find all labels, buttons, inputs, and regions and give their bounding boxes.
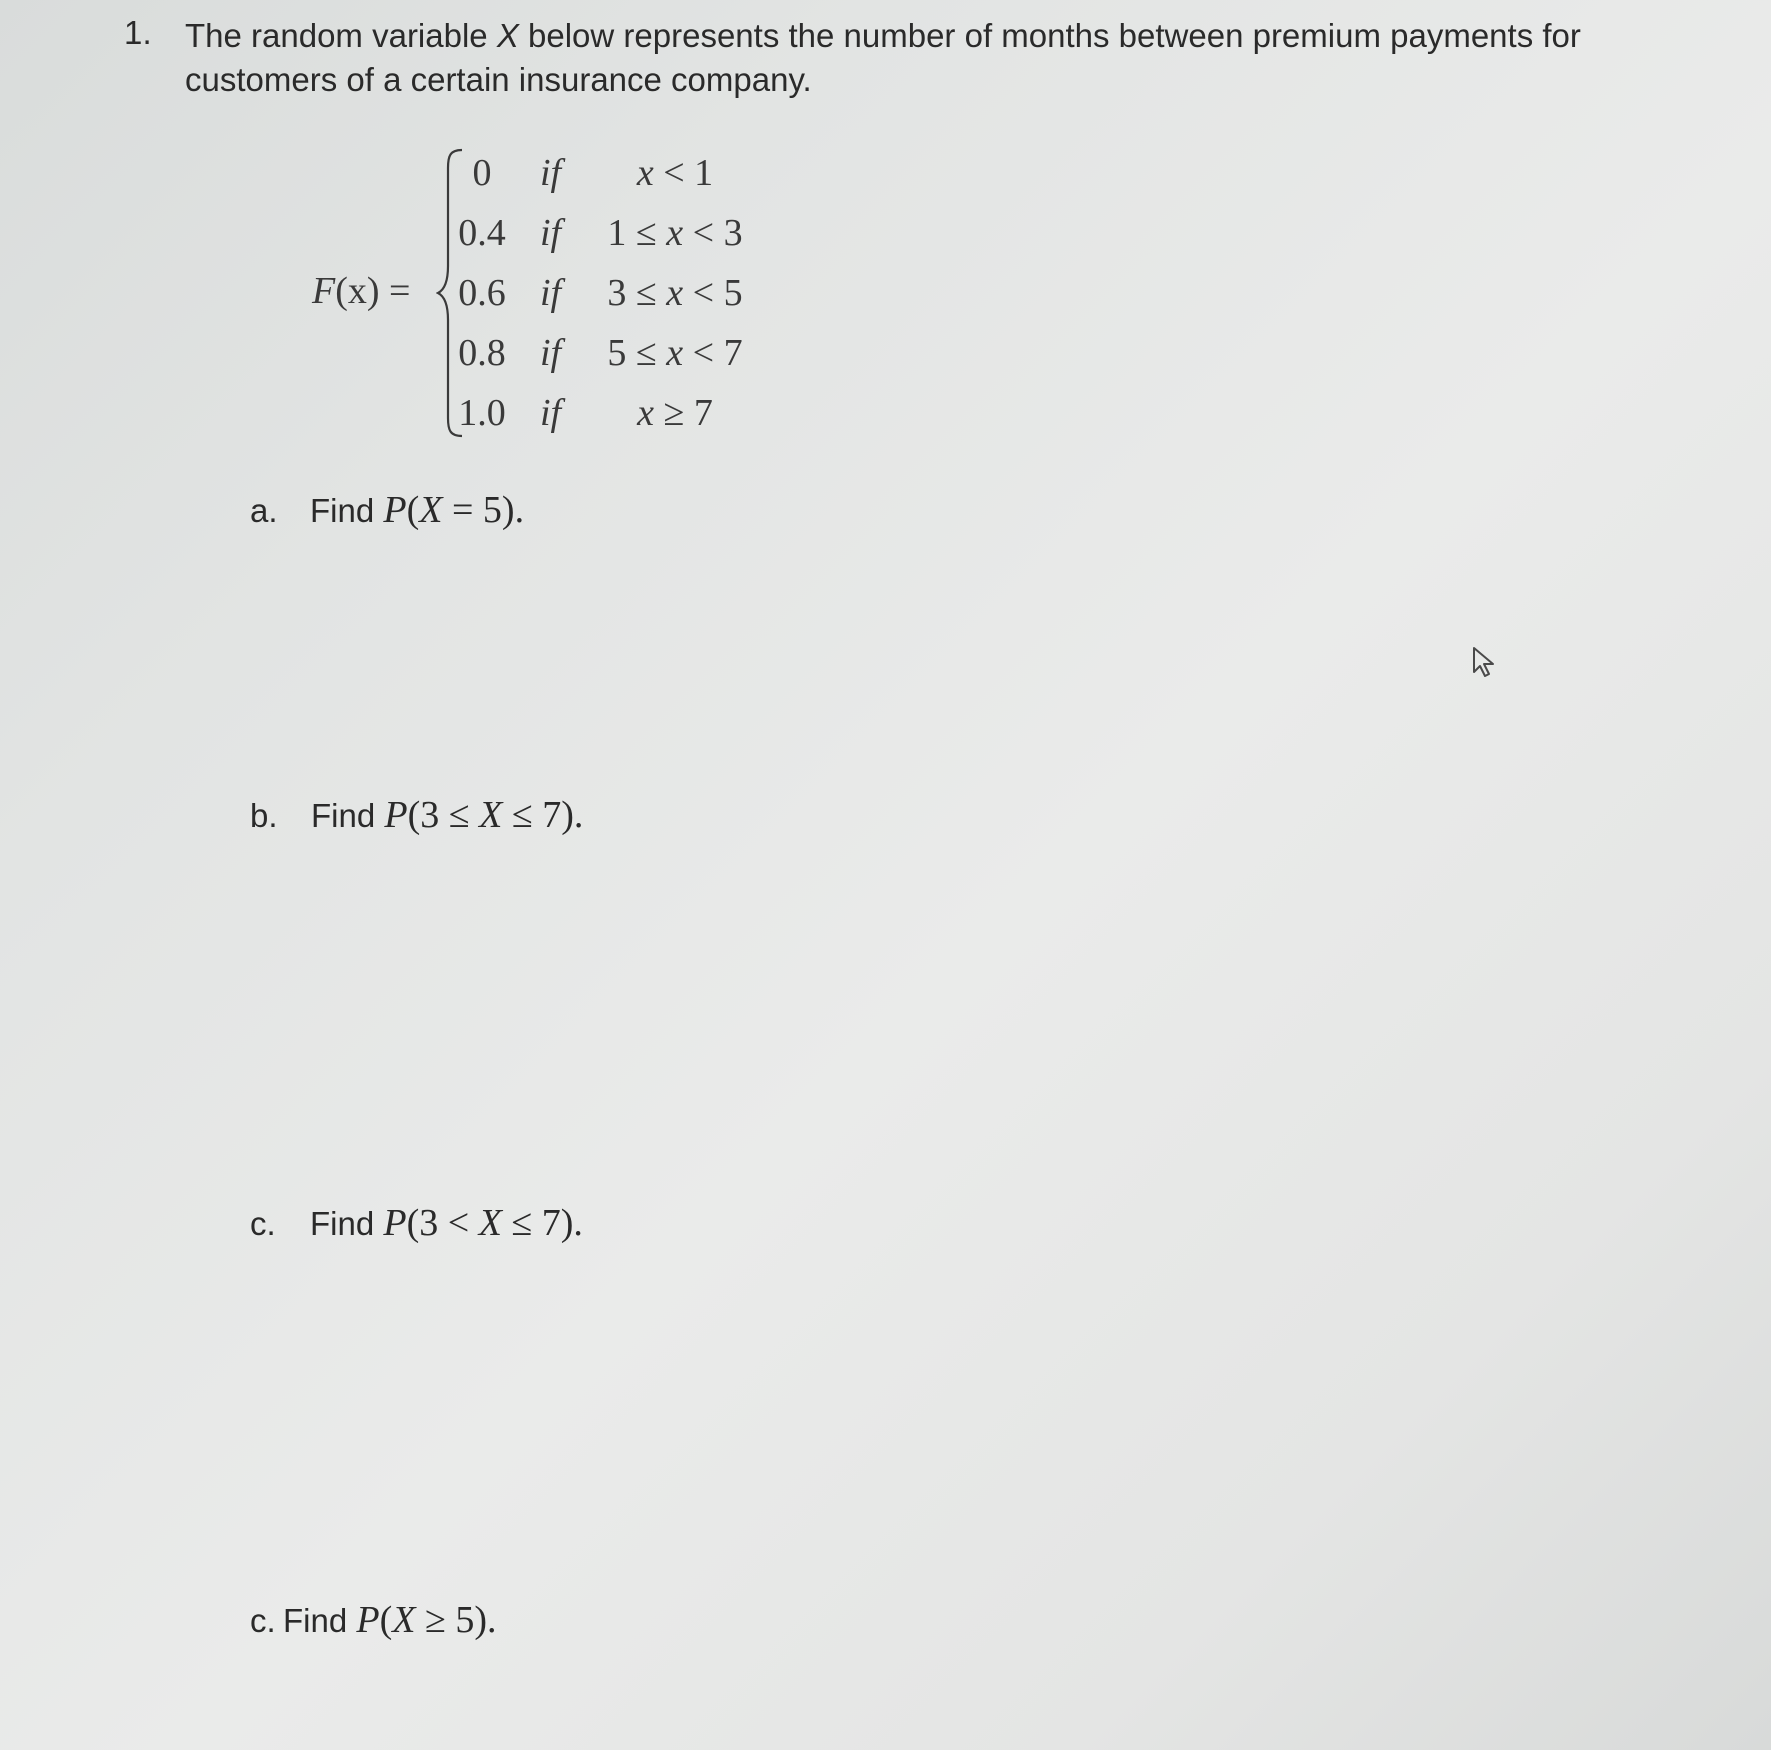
part-a-expression: P(X = 5)	[383, 489, 515, 531]
part-a-prefix: Find	[310, 492, 384, 529]
part-b-label: b.	[250, 797, 278, 834]
part-c	[250, 1201, 583, 1245]
cdf-row-3-if: if	[540, 272, 562, 314]
cdf-row-1-if: if	[540, 152, 562, 194]
part-c-expression: P(3 < X ≤ 7)	[383, 1202, 574, 1244]
cdf-row-3-value: 0.6	[458, 272, 506, 314]
cdf-equals: =	[379, 270, 411, 312]
cdf-argument: (x)	[335, 270, 380, 312]
part-d-expression: P(X ≥ 5)	[356, 1599, 487, 1641]
part-c-label: c.	[250, 1205, 276, 1242]
cdf-row-4-if: if	[540, 332, 562, 374]
question-text-end: below represents the number of months between premium payments for customers of a certain insurance company.	[185, 17, 1581, 98]
part-a-suffix: .	[514, 489, 525, 531]
cdf-row-2-if: if	[540, 212, 562, 254]
part-d-label: c.	[250, 1602, 276, 1639]
cdf-row-4-condition: 5 ≤ x < 7	[607, 332, 743, 374]
part-b-expression: P(3 ≤ X ≤ 7)	[384, 794, 574, 836]
question-number: 1.	[124, 14, 152, 51]
part-d-prefix: Find	[283, 1602, 357, 1639]
cdf-lhs	[312, 269, 410, 313]
cdf-row-5-if: if	[540, 392, 562, 434]
part-c-suffix: .	[573, 1202, 583, 1244]
cdf-row-5-condition: x ≥ 7	[637, 392, 713, 434]
cdf-row-3-condition: 3 ≤ x < 5	[607, 272, 743, 314]
part-a-label: a.	[250, 492, 278, 529]
cdf-function-name: F	[312, 270, 336, 312]
part-b-prefix: Find	[311, 797, 385, 834]
part-b	[250, 793, 583, 837]
cdf-row-2-condition: 1 ≤ x < 3	[607, 212, 743, 254]
cdf-row-5-value: 1.0	[458, 392, 506, 434]
cdf-row-1-value: 0	[472, 152, 492, 194]
part-d-suffix: .	[486, 1599, 497, 1641]
question-text-start: The random variable	[185, 17, 497, 54]
cdf-row-1-condition: x < 1	[636, 152, 714, 194]
question-variable: X	[496, 17, 519, 54]
cdf-row-2-value: 0.4	[458, 212, 506, 254]
part-a	[250, 488, 524, 532]
question-text	[185, 14, 1685, 102]
mouse-pointer-icon	[1471, 646, 1499, 678]
part-c-prefix: Find	[310, 1205, 384, 1242]
part-d	[250, 1598, 496, 1642]
part-b-suffix: .	[573, 794, 584, 836]
cdf-row-4-value: 0.8	[458, 332, 506, 374]
